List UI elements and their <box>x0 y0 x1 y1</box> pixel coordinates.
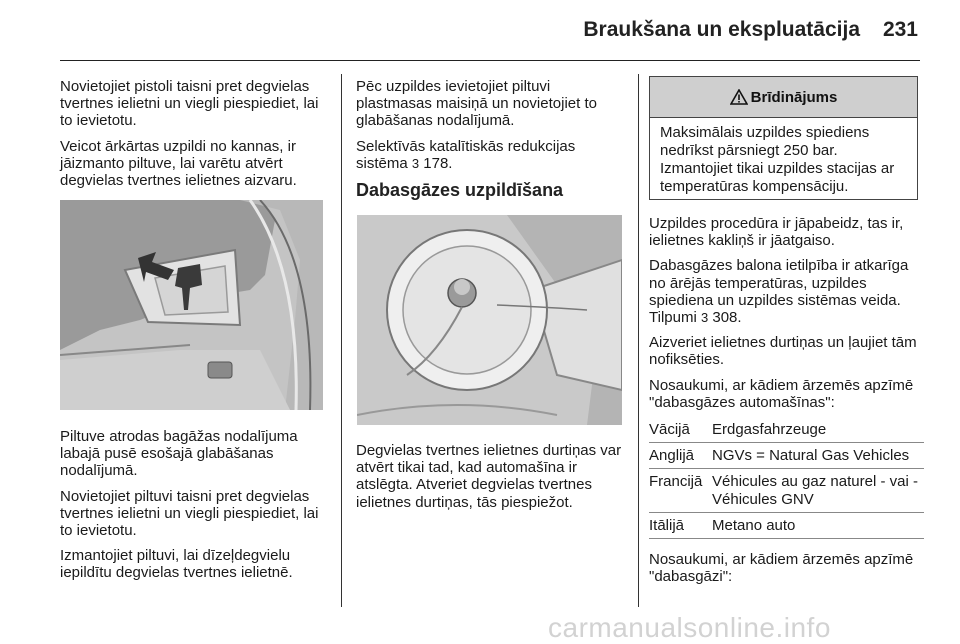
watermark: carmanualsonline.info <box>548 612 831 643</box>
page-number: 231 <box>882 18 918 41</box>
column-1-top <box>60 78 328 197</box>
paragraph-with-reference <box>356 138 626 172</box>
warning-line: Izmantojiet tikai uzpildes stacijas ar temperatūras kompensāciju. <box>660 160 895 195</box>
page-header-title: Braukšana un ekspluatācija <box>583 18 860 41</box>
paragraph: Piltuve atrodas bagāžas nodalījuma labajā pusē esošajā glabāšanas nodalījumā. <box>60 428 298 480</box>
table-cell-name: Erdgasfahrzeuge <box>712 421 827 439</box>
paragraph: Pēc uzpildes ievietojiet piltuvi plastmasas maisiņā un novietojiet to glabāšanas nodalījumā. <box>356 78 597 130</box>
table-cell-name: NGVs = Natural Gas Vehicles <box>712 447 910 465</box>
page-reference-arrow-icon: 3 <box>700 310 709 326</box>
column-2-bottom <box>356 442 628 511</box>
paragraph: Novietojiet pistoli taisni pret degvielas tvertnes ielietni un viegli piespiediet, lai to ievietotu. <box>60 78 319 130</box>
paragraph: Aizveriet ielietnes durtiņas un ļaujiet tām nofiksēties. <box>649 334 917 369</box>
paragraph-text: Dabasgāzes balona ietilpība ir atkarīga no ārējās temperatūras, uzpildes spiediena un uzpildes sistēmas veida. Tilpumi <box>649 257 909 327</box>
paragraph: Veicot ārkārtas uzpildi no kannas, ir jāizmanto piltuve, lai varētu atvērt degvielas tvertnes ielietnes aizvaru. <box>60 137 297 190</box>
warning-title: Brīdinājums <box>750 88 838 106</box>
table-cell-country: Francijā <box>649 473 703 491</box>
warning-box <box>649 76 918 200</box>
paragraph-with-reference <box>649 257 924 326</box>
column-2-top <box>356 78 626 199</box>
trunk-funnel-illustration <box>60 200 323 410</box>
table-cell-country: Vācijā <box>649 421 690 439</box>
paragraph: Nosaukumi, ar kādiem ārzemēs apzīmē "dabasgāzes automašīnas": <box>649 376 914 411</box>
column-divider-2 <box>638 74 639 607</box>
section-heading: Dabasgāzes uzpildīšana <box>356 180 564 201</box>
paragraph: Degvielas tvertnes ielietnes durtiņas var atvērt tikai tad, kad automašīna ir atslēgta. Atveriet degvielas tvertnes ielietnes durtiņas, tās piespiežot. <box>356 442 622 511</box>
paragraph: Novietojiet piltuvi taisni pret degvielas tvertnes ielietni un viegli piespiediet, lai to ievietotu. <box>60 487 319 540</box>
table-row <box>649 417 924 443</box>
paragraph: Uzpildes procedūra ir jāpabeidz, tas ir, ielietnes kakliņš ir jāatgaiso. <box>649 215 904 250</box>
paragraph: Nosaukumi, ar kādiem ārzemēs apzīmē "dabasgāzi": <box>649 551 914 586</box>
table-row <box>649 513 924 539</box>
gas-filler-illustration <box>357 215 622 425</box>
paragraph: Izmantojiet piltuvi, lai dīzeļdegvielu iepildītu degvielas tvertnes ielietnē. <box>60 547 293 582</box>
column-1-bottom <box>60 428 328 590</box>
table-cell-name: Véhicules au gaz naturel - vai - Véhicules GNV <box>712 473 918 508</box>
warning-triangle-icon <box>730 89 748 105</box>
vehicle-names-table <box>649 417 924 539</box>
column-divider-1 <box>341 74 342 607</box>
table-cell-name: Metano auto <box>712 516 796 534</box>
table-row <box>649 443 924 469</box>
table-row <box>649 469 924 512</box>
page-reference: 178. <box>423 154 453 172</box>
warning-body <box>650 118 917 202</box>
warning-header <box>650 77 917 118</box>
table-cell-country: Anglijā <box>649 447 695 465</box>
page-reference-arrow-icon: 3 <box>411 155 420 171</box>
column-3-text <box>649 215 924 593</box>
page-reference: 308. <box>712 309 742 327</box>
table-cell-country: Itālijā <box>649 516 685 534</box>
paragraph-text: Selektīvās katalītiskās redukcijas sistēma <box>356 137 576 172</box>
header-divider <box>60 60 920 61</box>
warning-line: Maksimālais uzpildes spiediens nedrīkst pārsniegt 250 bar. <box>660 124 870 159</box>
